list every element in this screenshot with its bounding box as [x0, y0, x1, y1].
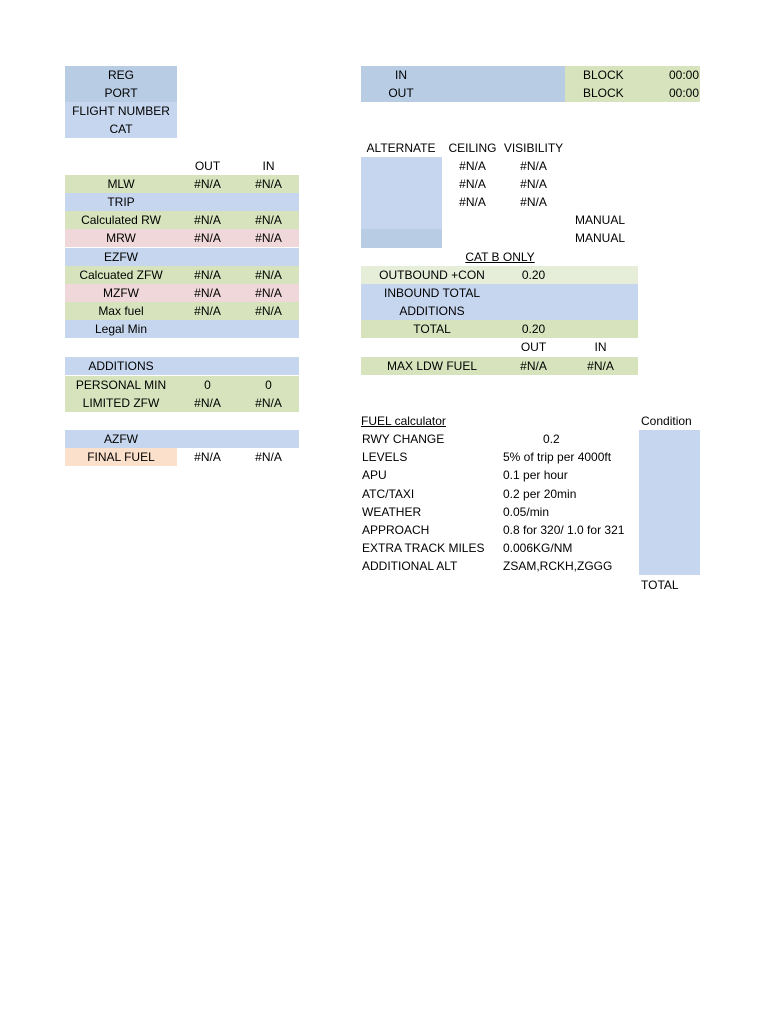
calculated-rw-in: #N/A — [255, 213, 282, 227]
legal-min-in — [238, 320, 299, 338]
cat-b-in-header: IN — [594, 340, 607, 354]
additional-alt-value: ZSAM,RCKH,ZGGG — [503, 559, 613, 573]
levels-label: LEVELS — [362, 450, 408, 464]
mlw-in: #N/A — [255, 177, 282, 191]
block-value-1: 00:00 — [668, 68, 699, 82]
weather-label: WEATHER — [362, 505, 422, 519]
levels-value: 5% of trip per 4000ft — [503, 450, 612, 464]
cat-b-total-value: 0.20 — [521, 322, 546, 336]
in-time-label: IN — [395, 68, 407, 82]
fuel-calc-total-label: TOTAL — [641, 578, 679, 592]
atc-taxi-label: ATC/TAXI — [362, 487, 415, 501]
max-ldw-out: #N/A — [520, 359, 547, 373]
visibility-value: #N/A — [520, 177, 547, 191]
extra-track-miles-label: EXTRA TRACK MILES — [362, 541, 485, 555]
limited-zfw-label: LIMITED ZFW — [82, 396, 160, 410]
cat-b-total-label: TOTAL — [413, 322, 451, 336]
approach-value: 0.8 for 320/ 1.0 for 321 — [503, 523, 625, 537]
cat-b-out-header: OUT — [520, 340, 547, 354]
rwy-change-value: 0.2 — [543, 432, 560, 446]
condition-header: Condition — [641, 414, 692, 428]
max-ldw-label: MAX LDW FUEL — [386, 359, 477, 373]
max-fuel-in: #N/A — [255, 304, 282, 318]
block-label-2: BLOCK — [583, 86, 624, 100]
weights-out-header: OUT — [194, 159, 221, 173]
ceiling-value: #N/A — [459, 177, 486, 191]
mlw-out: #N/A — [194, 177, 221, 191]
mrw-out: #N/A — [194, 231, 221, 245]
weights-in-header: IN — [262, 159, 275, 173]
ceiling-value: #N/A — [459, 195, 486, 209]
max-fuel-label: Max fuel — [98, 304, 144, 318]
final-fuel-out: #N/A — [194, 450, 221, 464]
personal-min-in: 0 — [265, 378, 272, 392]
mlw-label: MLW — [107, 177, 135, 191]
final-fuel-in: #N/A — [255, 450, 282, 464]
block-label-1: BLOCK — [583, 68, 624, 82]
alternate-header: ALTERNATE — [366, 141, 436, 155]
calculated-rw-out: #N/A — [194, 213, 221, 227]
trip-in — [238, 193, 299, 211]
max-ldw-in: #N/A — [587, 359, 614, 373]
cat-label: CAT — [65, 120, 177, 138]
fuel-calculator-title: FUEL calculator — [361, 414, 446, 428]
additions-title: ADDITIONS — [88, 359, 154, 373]
outbound-con-value: 0.20 — [521, 268, 546, 282]
inbound-total-label: INBOUND TOTAL — [383, 286, 481, 300]
mrw-in: #N/A — [255, 231, 282, 245]
manual-label-2: MANUAL — [575, 231, 626, 245]
additional-alt-label: ADDITIONAL ALT — [362, 559, 458, 573]
cat-b-additions-label: ADDITIONS — [399, 304, 465, 318]
visibility-value: #N/A — [520, 195, 547, 209]
ezfw-in — [238, 248, 299, 266]
personal-min-out: 0 — [204, 378, 211, 392]
apu-label: APU — [362, 468, 387, 482]
out-time-label: OUT — [388, 86, 414, 100]
weather-value: 0.05/min — [503, 505, 550, 519]
atc-taxi-value: 0.2 per 20min — [503, 487, 577, 501]
limited-zfw-in: #N/A — [255, 396, 282, 410]
ceiling-value: #N/A — [459, 159, 486, 173]
condition-input-box[interactable] — [639, 430, 700, 575]
trip-out — [177, 193, 238, 211]
alternate-input-box-2[interactable] — [361, 229, 442, 248]
extra-track-miles-value: 0.006KG/NM — [503, 541, 573, 555]
calculated-zfw-out: #N/A — [194, 268, 221, 282]
visibility-header: VISIBILITY — [503, 141, 564, 155]
port-label: PORT — [65, 84, 177, 102]
cat-b-title: CAT B ONLY — [465, 250, 535, 264]
limited-zfw-out: #N/A — [194, 396, 221, 410]
legal-min-out — [177, 320, 238, 338]
reg-label: REG — [65, 66, 177, 84]
approach-label: APPROACH — [362, 523, 430, 537]
manual-label-1: MANUAL — [575, 213, 626, 227]
outbound-con-label: OUTBOUND +CON — [379, 268, 485, 282]
mzfw-in: #N/A — [255, 286, 282, 300]
mzfw-label: MZFW — [103, 286, 139, 300]
ezfw-out — [177, 248, 238, 266]
apu-value: 0.1 per hour — [503, 468, 568, 482]
ceiling-header: CEILING — [448, 141, 497, 155]
mzfw-out: #N/A — [194, 286, 221, 300]
calculated-rw-label: Calculated RW — [81, 213, 161, 227]
block-value-2: 00:00 — [668, 86, 699, 100]
personal-min-label: PERSONAL MIN — [75, 378, 167, 392]
azfw-label: AZFW — [104, 432, 138, 446]
max-fuel-out: #N/A — [194, 304, 221, 318]
ezfw-label: EZFW — [104, 250, 138, 264]
visibility-value: #N/A — [520, 159, 547, 173]
alternate-input-box[interactable] — [361, 157, 442, 229]
rwy-change-label: RWY CHANGE — [362, 432, 445, 446]
legal-min-label: Legal Min — [94, 322, 148, 336]
calculated-zfw-in: #N/A — [255, 268, 282, 282]
trip-label: TRIP — [107, 195, 135, 209]
calculated-zfw-label: Calcuated ZFW — [79, 268, 163, 282]
mrw-label: MRW — [106, 231, 136, 245]
flight-number-label: FLIGHT NUMBER — [65, 102, 177, 120]
final-fuel-label: FINAL FUEL — [65, 448, 177, 466]
